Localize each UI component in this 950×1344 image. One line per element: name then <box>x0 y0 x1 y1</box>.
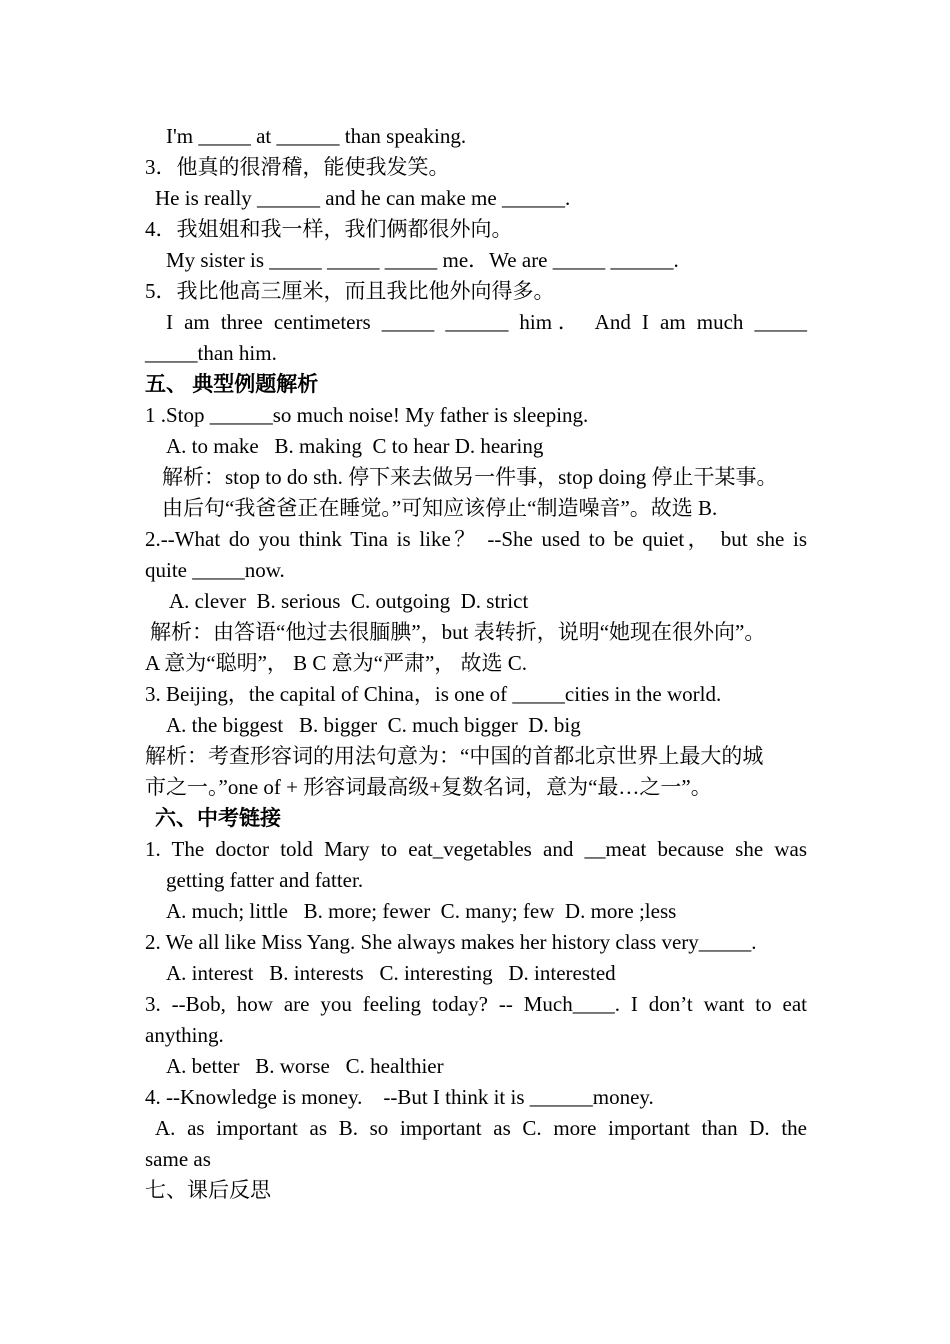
section-heading: 六、中考链接 <box>155 806 281 830</box>
exercise-line: He is really ______ and he can make me ______. <box>155 186 571 210</box>
explanation-line: 解析：由答语“他过去很腼腆”，but 表转折，说明“她现在很外向”。 <box>150 620 766 644</box>
question-line: 3. Beijing，the capital of China，is one of _____cities in the world. <box>145 682 722 706</box>
answer-options: A. to make B. making C to hear D. hearing <box>166 434 544 458</box>
explanation-line: 市之一。”one of + 形容词最高级+复数名词，意为“最…之一”。 <box>145 775 712 799</box>
exercise-line: I'm _____ at ______ than speaking. <box>166 124 467 148</box>
document-page <box>145 121 807 1206</box>
answer-options: A. the biggest B. bigger C. much bigger D. big <box>166 713 581 737</box>
explanation-line: 由后句“我爸爸正在睡觉。”可知应该停止“制造噪音”。故选 B. <box>162 496 718 520</box>
exercise-line: My sister is _____ _____ _____ me．We are _____ ______. <box>166 248 679 272</box>
section-heading: 七、课后反思 <box>145 1178 271 1202</box>
answer-options: A. much; little B. more; fewer C. many; few D. more ;less <box>166 899 677 923</box>
answer-options: A. interest B. interests C. interesting D. interested <box>166 961 616 985</box>
question-line: 1 .Stop ______so much noise! My father is sleeping. <box>145 403 589 427</box>
answer-options: A. as important as B. so important as C. more important than D. the <box>155 1116 807 1140</box>
exercise-line: I am three centimeters _____ ______ him． And I am much _____ <box>166 310 807 334</box>
exercise-line: 5．我比他高三厘米，而且我比他外向得多。 <box>145 279 555 303</box>
question-line: getting fatter and fatter. <box>166 868 364 892</box>
question-line: 2. We all like Miss Yang. She always makes her history class very_____. <box>145 930 757 954</box>
explanation-line: A 意为“聪明”， B C 意为“严肃”， 故选 C. <box>145 651 528 675</box>
question-line: 2.--What do you think Tina is like？ --She used to be quiet， but she is <box>145 527 807 551</box>
question-line: anything. <box>145 1023 224 1047</box>
question-line: 3. --Bob, how are you feeling today? -- Much____. I don’t want to eat <box>145 992 807 1016</box>
exercise-line: 3．他真的很滑稽，能使我发笑。 <box>145 155 450 179</box>
answer-options: same as <box>145 1147 211 1171</box>
question-line: quite _____now. <box>145 558 285 582</box>
question-line: 4. --Knowledge is money. --But I think it is ______money. <box>145 1085 654 1109</box>
question-line: 1. The doctor told Mary to eat_vegetables and __meat because she was <box>145 837 807 861</box>
section-heading: 五、 典型例题解析 <box>145 372 319 396</box>
answer-options: A. clever B. serious C. outgoing D. strict <box>169 589 529 613</box>
exercise-line: 4．我姐姐和我一样，我们俩都很外向。 <box>145 217 513 241</box>
answer-options: A. better B. worse C. healthier <box>166 1054 444 1078</box>
explanation-line: 解析：考查形容词的用法句意为：“中国的首都北京世界上最大的城 <box>145 744 764 768</box>
explanation-line: 解析：stop to do sth. 停下来去做另一件事，stop doing 停止干某事。 <box>162 465 778 489</box>
exercise-line: _____than him. <box>145 341 277 365</box>
